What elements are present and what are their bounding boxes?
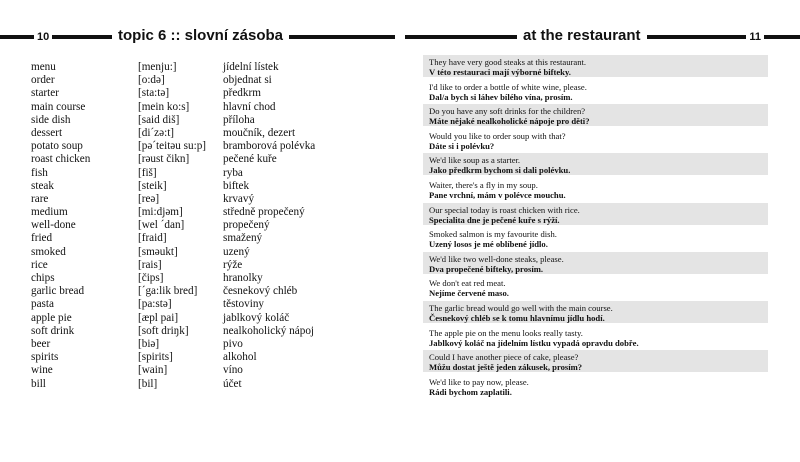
vocab-pronunciation: [pə´teitəu su:p]: [138, 140, 207, 153]
phrase-czech: Dal/a bych si láhev bílého vína, prosím.: [429, 91, 573, 102]
vocab-czech: rýže: [223, 258, 243, 271]
vocab-english: apple pie: [31, 311, 72, 324]
vocab-row: [31, 351, 391, 364]
left-page-title: topic 6 :: slovní zásoba: [112, 26, 289, 46]
phrase-czech: Dáte si i polévku?: [429, 140, 495, 151]
vocab-pronunciation: [pa:stə]: [138, 298, 172, 311]
vocab-pronunciation: [di´zə:t]: [138, 126, 175, 139]
phrase-english: Waiter, there's a fly in my soup.: [429, 179, 538, 190]
vocab-row: [31, 167, 391, 180]
phrase-item: [423, 178, 768, 200]
vocab-english: dessert: [31, 126, 63, 139]
vocab-english: order: [31, 74, 55, 87]
phrase-czech: V této restauraci mají výborné bifteky.: [429, 67, 571, 77]
phrase-english: We'd like two well-done steaks, please.: [429, 253, 564, 264]
vocab-pronunciation: [mein ko:s]: [138, 100, 190, 113]
phrase-english: Would you like to order soup with that?: [429, 130, 566, 141]
vocab-pronunciation: [reə]: [138, 192, 160, 205]
vocab-czech: uzený: [223, 245, 250, 258]
vocab-english: side dish: [31, 113, 71, 126]
phrase-item: [423, 80, 768, 102]
vocab-czech: alkohol: [223, 351, 257, 364]
phrase-czech: Jako předkrm bychom si dali polévku.: [429, 165, 571, 176]
vocab-english: medium: [31, 206, 68, 219]
vocab-english: fish: [31, 166, 48, 179]
vocab-pronunciation: [said diš]: [138, 113, 180, 126]
vocab-czech: jídelní lístek: [223, 61, 279, 73]
vocab-english: soft drink: [31, 324, 75, 337]
vocab-row: [31, 298, 391, 311]
vocabulary-table: [31, 61, 391, 391]
vocab-row: [31, 101, 391, 114]
vocab-english: rice: [31, 258, 48, 271]
vocab-pronunciation: [spirits]: [138, 351, 173, 364]
phrase-item: [423, 104, 768, 126]
phrase-czech: Můžu dostat ještě jeden zákusek, prosím?: [429, 362, 583, 373]
vocab-row: [31, 61, 391, 74]
vocab-english: smoked: [31, 245, 66, 258]
vocab-pronunciation: [steik]: [138, 179, 167, 192]
phrase-item: [423, 252, 768, 274]
phrase-item: [423, 55, 768, 77]
right-page-header: [405, 28, 800, 44]
vocab-pronunciation: [čips]: [138, 272, 164, 284]
vocab-czech: jablkový koláč: [223, 311, 290, 324]
phrase-item: [423, 326, 768, 348]
vocab-pronunciation: [fiš]: [138, 166, 157, 179]
vocab-czech: bramborová polévka: [223, 140, 316, 153]
phrase-czech: Pane vrchní, mám v polévce mouchu.: [429, 189, 566, 200]
vocab-row: [31, 312, 391, 325]
vocab-pronunciation: [sta:tə]: [138, 87, 170, 100]
phrase-list: [423, 55, 768, 399]
phrase-czech: Dva propečené bifteky, prosím.: [429, 263, 544, 274]
vocab-czech: středně propečený: [223, 206, 305, 219]
vocab-row: [31, 232, 391, 245]
phrase-item: [423, 350, 768, 372]
vocab-english: pasta: [31, 298, 54, 311]
vocab-czech: propečený: [223, 219, 270, 232]
vocab-pronunciation: [bil]: [138, 377, 158, 390]
vocab-english: garlic bread: [31, 285, 85, 298]
vocab-pronunciation: [rais]: [138, 258, 162, 271]
phrase-czech: Česnekový chléb se k tomu hlavnímu jídlu hodí.: [429, 312, 605, 323]
phrase-english: Smoked salmon is my favourite dish.: [429, 229, 557, 240]
vocab-row: [31, 246, 391, 259]
vocab-row: [31, 193, 391, 206]
vocab-pronunciation: [o:də]: [138, 74, 165, 87]
left-page-header: [0, 28, 395, 44]
left-page-number: 10: [34, 28, 52, 46]
vocab-pronunciation: [biə]: [138, 337, 160, 350]
vocab-english: fried: [31, 232, 53, 245]
vocab-czech: ryba: [223, 166, 243, 179]
vocab-row: [31, 272, 391, 285]
vocab-english: well-done: [31, 219, 76, 232]
vocab-row: [31, 378, 391, 391]
vocab-czech: biftek: [223, 179, 250, 192]
vocab-row: [31, 325, 391, 338]
vocab-row: [31, 87, 391, 100]
vocab-pronunciation: [sməukt]: [138, 245, 178, 258]
vocab-czech: účet: [223, 377, 242, 390]
phrase-czech: Rádi bychom zaplatili.: [429, 386, 512, 397]
vocab-czech: příloha: [223, 113, 255, 126]
vocab-czech: smažený: [223, 232, 263, 245]
phrase-english: We'd like to pay now, please.: [429, 376, 529, 387]
vocab-czech: hlavní chod: [223, 100, 276, 113]
vocab-czech: víno: [223, 364, 243, 377]
phrase-item: [423, 301, 768, 323]
vocab-pronunciation: [wel ´dan]: [138, 219, 185, 232]
phrase-item: [423, 203, 768, 225]
vocab-czech: těstoviny: [223, 298, 265, 311]
phrase-czech: Nejíme červené maso.: [429, 288, 509, 299]
phrase-item: [423, 276, 768, 298]
vocab-pronunciation: [mi:djəm]: [138, 206, 183, 219]
vocab-english: potato soup: [31, 140, 83, 153]
phrase-english: Could I have another piece of cake, please?: [429, 352, 579, 363]
vocab-row: [31, 285, 391, 298]
phrase-english: Our special today is roast chicken with rice.: [429, 204, 580, 215]
phrase-item: [423, 375, 768, 397]
vocab-row: [31, 140, 391, 153]
vocab-row: [31, 206, 391, 219]
vocab-czech: moučník, dezert: [223, 126, 296, 139]
vocab-pronunciation: [soft driŋk]: [138, 324, 189, 337]
vocab-pronunciation: [æpl pai]: [138, 311, 179, 324]
right-page-title: at the restaurant: [517, 26, 647, 46]
vocab-english: starter: [31, 87, 59, 100]
vocab-english: wine: [31, 364, 53, 377]
vocab-english: main course: [31, 100, 86, 113]
vocab-row: [31, 127, 391, 140]
vocab-czech: pečené kuře: [223, 153, 277, 166]
phrase-english: They have very good steaks at this restaurant.: [429, 57, 587, 67]
vocab-czech: hranolky: [223, 272, 263, 284]
vocab-row: [31, 338, 391, 351]
vocab-czech: česnekový chléb: [223, 285, 298, 298]
vocab-pronunciation: [´ga:lik bred]: [138, 285, 198, 298]
vocab-pronunciation: [menju:]: [138, 61, 177, 73]
phrase-english: We don't eat red meat.: [429, 278, 506, 289]
vocab-english: roast chicken: [31, 153, 91, 166]
phrase-item: [423, 129, 768, 151]
vocab-pronunciation: [fraid]: [138, 232, 167, 245]
phrase-english: The garlic bread would go well with the main course.: [429, 302, 613, 313]
phrase-czech: Specialita dne je pečené kuře s rýží.: [429, 214, 560, 225]
phrase-item: [423, 227, 768, 249]
vocab-row: [31, 219, 391, 232]
right-page-number: 11: [746, 28, 764, 46]
vocab-english: beer: [31, 337, 51, 350]
vocab-english: steak: [31, 179, 54, 192]
vocab-row: [31, 364, 391, 377]
vocab-english: chips: [31, 272, 55, 284]
phrase-czech: Uzený losos je mé oblíbené jídlo.: [429, 239, 548, 250]
vocab-czech: pivo: [223, 337, 243, 350]
vocab-english: menu: [31, 61, 56, 73]
phrase-english: Do you have any soft drinks for the children?: [429, 106, 586, 117]
phrase-english: I'd like to order a bottle of white wine, please.: [429, 81, 587, 92]
phrase-english: The apple pie on the menu looks really tasty.: [429, 327, 583, 338]
vocab-row: [31, 180, 391, 193]
vocab-pronunciation: [rəust čikn]: [138, 153, 190, 166]
vocab-czech: objednat si: [223, 74, 272, 87]
vocab-english: rare: [31, 192, 49, 205]
phrase-czech: Máte nějaké nealkoholické nápoje pro děti?: [429, 116, 590, 127]
vocab-row: [31, 259, 391, 272]
vocab-czech: předkrm: [223, 87, 261, 100]
vocab-row: [31, 114, 391, 127]
vocab-english: spirits: [31, 351, 59, 364]
vocab-english: bill: [31, 377, 46, 390]
vocab-row: [31, 74, 391, 87]
phrase-english: We'd like soup as a starter.: [429, 155, 521, 166]
phrase-item: [423, 153, 768, 175]
vocab-czech: nealkoholický nápoj: [223, 324, 315, 337]
vocab-pronunciation: [wain]: [138, 364, 168, 377]
vocab-row: [31, 153, 391, 166]
vocab-czech: krvavý: [223, 192, 255, 205]
phrase-czech: Jablkový koláč na jídelním lístku vypadá opravdu dobře.: [429, 337, 639, 348]
